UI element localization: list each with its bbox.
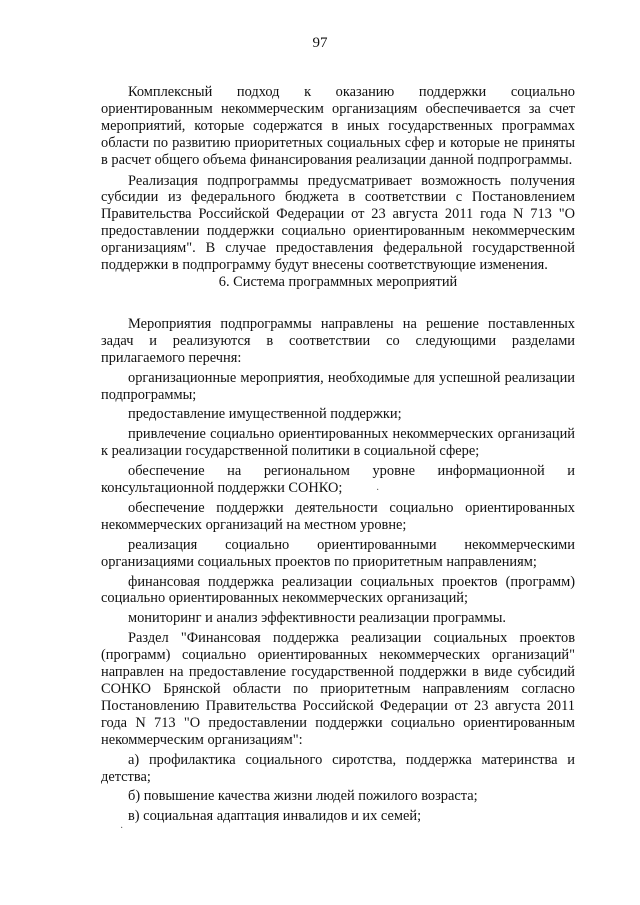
- sub-list-item: а) профилактика социального сиротства, поддержка материнства и детства;: [101, 751, 575, 785]
- section-heading: 6. Система программных мероприятий: [218, 273, 458, 290]
- list-item: мониторинг и анализ эффективности реализации программы.: [128, 610, 507, 627]
- page-number: 97: [312, 35, 328, 51]
- list-item: реализация социально ориентированными некоммерческими организациями социальных проектов по приоритетным направлениям;: [101, 536, 575, 570]
- sub-list-item: б) повышение качества жизни людей пожилого возраста;: [128, 788, 478, 805]
- document-body: [101, 84, 575, 828]
- list-item: обеспечение на региональном уровне информационной и консультационной поддержки СОНКО;: [101, 463, 575, 497]
- paragraph-federal-subsidy: Реализация подпрограммы предусматривает возможность получения субсидии из федерального бюджета в соответствии с Постановлением Правительства Российской Федерации от 23 августа 2011 года N 713 "О предоставлении поддержки социально ориентированным некоммерческим организациям". В случае предоставления федеральной государственной поддержки в подпрограмму будут внесены соответствующие изменения.: [101, 172, 575, 274]
- paragraph-financial-support-section: Раздел "Финансовая поддержка реализации социальных проектов (программ) социально ориентированных некоммерческих организаций" направлен на предоставление государственной поддержки в виде субсидий СОНКО Брянской области по приоритетным направлениям согласно Постановлению Правительства Российской Федерации от 23 августа 2011 года N 713 "О предоставлении поддержки социально ориентированным некоммерческим организациям":: [101, 630, 575, 748]
- sub-list-item: в) социальная адаптация инвалидов и их семей;: [128, 808, 422, 825]
- list-item: предоставление имущественной поддержки;: [128, 406, 402, 423]
- section-intro: Мероприятия подпрограммы направлены на решение поставленных задач и реализуются в соответствии со следующими разделами прилагаемого перечня:: [101, 315, 575, 366]
- list-item: обеспечение поддержки деятельности социально ориентированных некоммерческих организаций на местном уровне;: [101, 499, 575, 533]
- scan-speck: ·: [120, 823, 124, 834]
- list-item: финансовая поддержка реализации социальных проектов (программ) социально ориентированных некоммерческих организаций;: [101, 573, 575, 607]
- list-item: привлечение социально ориентированных некоммерческих организаций к реализации государственной политики в социальной сфере;: [101, 426, 575, 460]
- paragraph-complex-approach: Комплексный подход к оказанию поддержки социально ориентированным некоммерческим организациям обеспечивается за счет мероприятий, которые содержатся в иных государственных программах области по развитию приоритетных социальных сфер и которые не приняты в расчет общего объема финансирования реализации данной подпрограммы.: [101, 84, 575, 168]
- scan-speck: ·: [376, 485, 380, 496]
- list-item: организационные мероприятия, необходимые для успешной реализации подпрограммы;: [101, 369, 575, 403]
